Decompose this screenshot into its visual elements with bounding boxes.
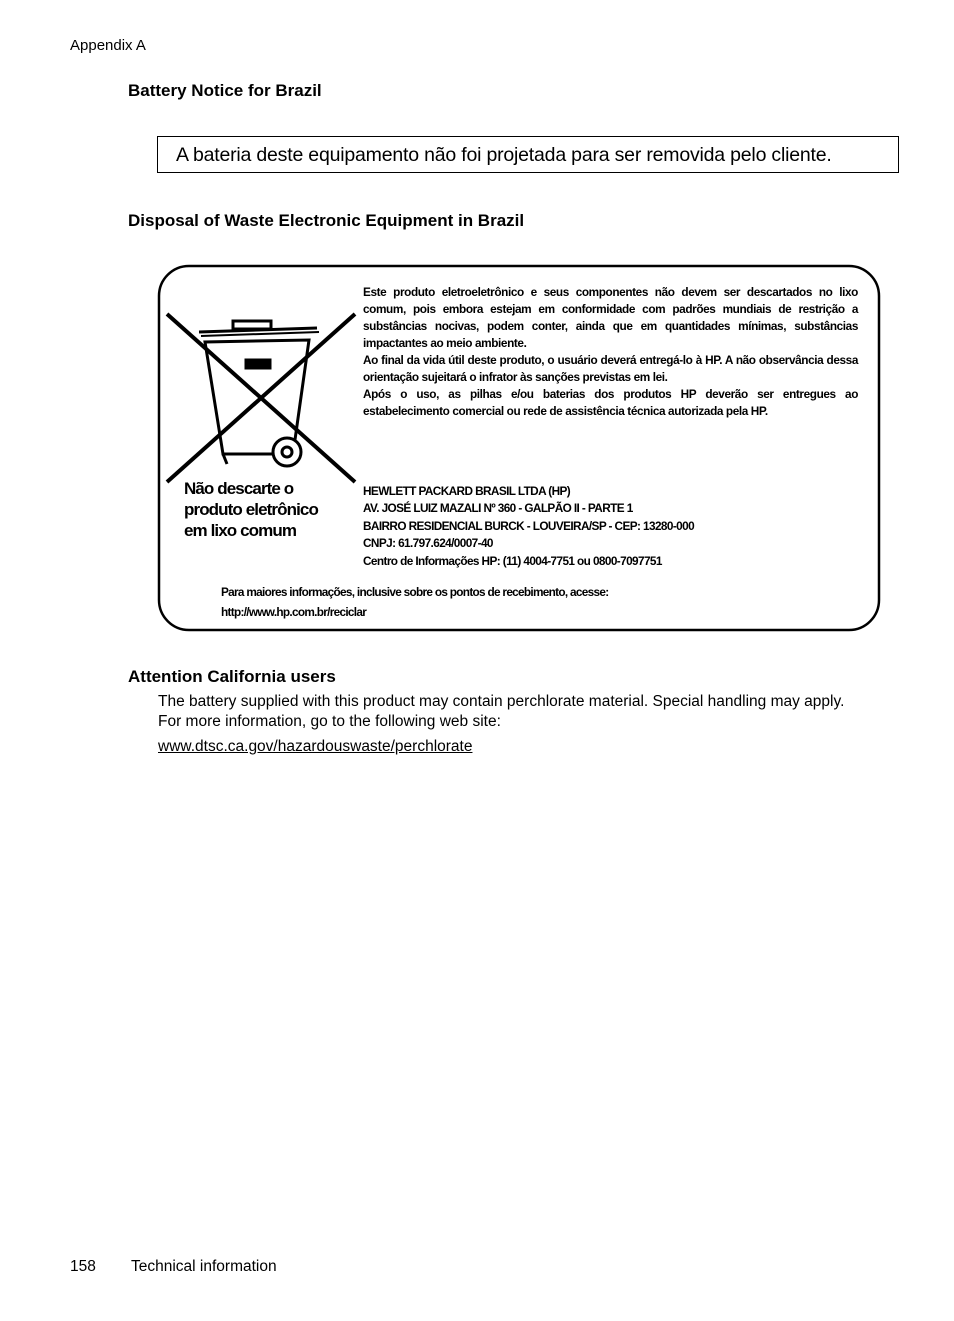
disposal-notice-text xyxy=(363,284,858,420)
battery-notice-heading: Battery Notice for Brazil xyxy=(128,81,322,100)
address-line: Centro de Informações HP: (11) 4004-7751 ou 0800-7097751 xyxy=(363,553,662,568)
disposal-paragraph: Ao final da vida útil deste produto, o usuário deverá entregá-lo à HP. A não observância dessa orientação sujeitará o infrator às sanções previstas em lei. xyxy=(363,353,858,384)
disposal-paragraph: Após o uso, as pilhas e/ou baterias dos produtos HP deverão ser entregues ao estabelecimento comercial ou rede de assistência técnica autorizada pela HP. xyxy=(363,387,858,418)
battery-notice-box xyxy=(157,136,899,173)
disposal-heading: Disposal of Waste Electronic Equipment in Brazil xyxy=(128,211,525,230)
footer-title: Technical information xyxy=(131,1258,277,1275)
running-header: Appendix A xyxy=(70,37,146,54)
crossed-out-bin-icon xyxy=(167,314,355,482)
recycling-url: http://www.hp.com.br/reciclar xyxy=(221,605,367,619)
hp-address-block xyxy=(363,483,694,570)
more-info-block xyxy=(221,582,608,622)
page-number: 158 xyxy=(70,1258,96,1275)
more-info-text: Para maiores informações, inclusive sobre os pontos de recebimento, acesse: xyxy=(221,585,609,599)
california-heading: Attention California users xyxy=(128,667,336,686)
address-line: HEWLETT PACKARD BRASIL LTDA (HP) xyxy=(363,484,571,498)
caption-line: em lixo comum xyxy=(184,521,297,540)
california-text: The battery supplied with this product may contain perchlorate material. Special handling may apply. For more information, go to the following web site: xyxy=(158,693,845,730)
caption-line: produto eletrônico xyxy=(184,500,318,519)
address-line: AV. JOSÉ LUIZ MAZALI Nº 360 - GALPÃO II - PARTE 1 xyxy=(363,501,633,516)
do-not-discard-caption xyxy=(184,478,318,541)
disposal-notice-panel xyxy=(157,264,881,632)
disposal-paragraph: Este produto eletroeletrônico e seus componentes não devem ser descartados no lixo comum, pois embora estejam em conformidade com padrões mundiais de restrição a substâncias nocivas, podem conter, ainda que em quantidades mínimas, substâncias impactantes ao meio ambiente. xyxy=(363,285,858,350)
address-line: CNPJ: 61.797.624/0007-40 xyxy=(363,536,493,551)
perchlorate-link[interactable]: www.dtsc.ca.gov/hazardouswaste/perchlorate xyxy=(158,738,473,755)
battery-notice-text: A bateria deste equipamento não foi projetada para ser removida pelo cliente. xyxy=(176,144,832,166)
address-line: BAIRRO RESIDENCIAL BURCK - LOUVEIRA/SP - CEP: 13280-000 xyxy=(363,518,695,533)
caption-line: Não descarte o xyxy=(184,479,294,498)
